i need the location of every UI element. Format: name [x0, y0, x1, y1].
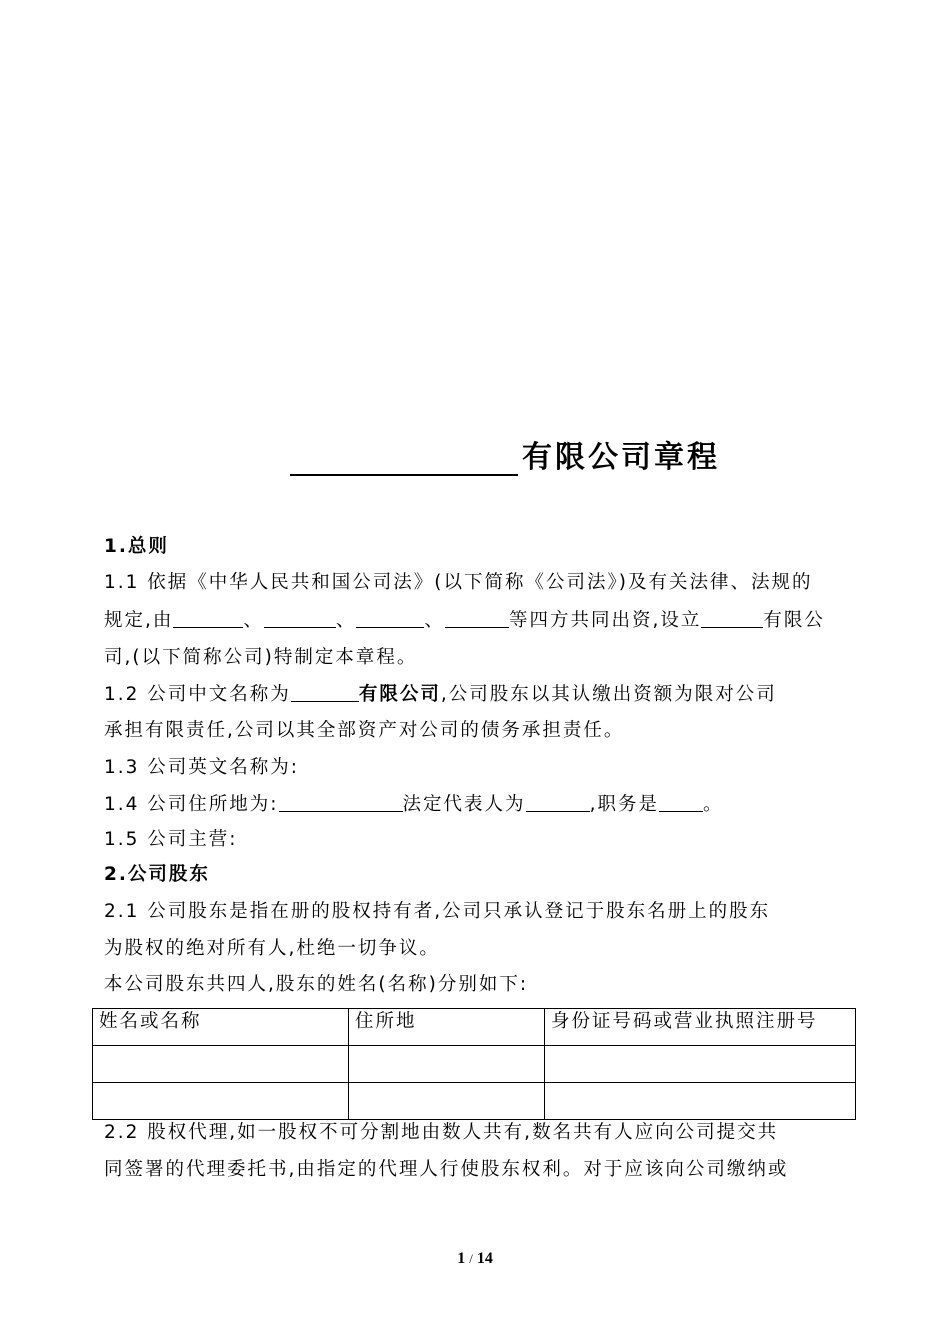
paragraph-1-1-line-2 — [104, 607, 864, 634]
page-current: 1 — [457, 1250, 466, 1267]
text-segment: ,职务是 — [589, 794, 659, 815]
paragraph-1-5: 1.5 公司主营: — [104, 829, 238, 850]
text-segment: ,公司股东以其认缴出资额为限对公司 — [440, 684, 777, 705]
section-heading-general: 1.总则 — [104, 536, 169, 557]
table-header-cell: 住所地 — [349, 1009, 545, 1046]
text-segment: 、 — [243, 610, 264, 631]
page-separator: / — [469, 1251, 473, 1266]
paragraph-1-1-line-3: 司,(以下简称公司)特制定本章程。 — [104, 647, 418, 668]
text-segment: 等四方共同出资,设立 — [508, 610, 702, 631]
paragraph-1-1-line-1: 1.1 依据《中华人民共和国公司法》(以下简称《公司法》)及有关法律、法规的 — [104, 572, 813, 593]
paragraph-2-2-line-1: 2.2 股权代理,如一股权不可分割地由数人共有,数名共有人应向公司提交共 — [104, 1122, 779, 1143]
paragraph-1-2-line-1 — [104, 681, 864, 708]
paragraph-1-4 — [104, 791, 864, 818]
text-segment: 法定代表人为 — [402, 794, 526, 815]
table-cell — [93, 1046, 349, 1083]
table-cell — [545, 1083, 856, 1120]
paragraph-2-1-line-2: 为股权的绝对所有人,杜绝一切争议。 — [104, 938, 440, 959]
text-segment: 有限公 — [763, 610, 825, 631]
blank-field — [264, 607, 336, 628]
blank-field — [526, 791, 590, 812]
shareholders-table — [92, 1008, 856, 1120]
table-cell — [93, 1083, 349, 1120]
blank-field — [659, 791, 703, 812]
table-header-cell: 姓名或名称 — [93, 1009, 349, 1046]
text-segment: 规定,由 — [104, 610, 174, 631]
table-header-cell: 身份证号码或营业执照注册号 — [545, 1009, 856, 1046]
table-row — [93, 1083, 856, 1120]
table-cell — [349, 1083, 545, 1120]
table-cell — [349, 1046, 545, 1083]
company-name-blank — [290, 440, 518, 476]
document-title — [290, 436, 720, 476]
text-segment: 1.4 公司住所地为: — [104, 794, 279, 815]
blank-field — [356, 607, 424, 628]
table-row — [93, 1046, 856, 1083]
paragraph-2-2-line-2: 同签署的代理委托书,由指定的代理人行使股东权利。对于应该向公司缴纳或 — [104, 1159, 789, 1180]
paragraph-1-3: 1.3 公司英文名称为: — [104, 757, 300, 778]
paragraph-1-2-line-2: 承担有限责任,公司以其全部资产对公司的债务承担责任。 — [104, 720, 625, 741]
title-text: 有限公司章程 — [522, 440, 720, 475]
blank-field — [701, 607, 763, 628]
blank-field — [291, 681, 359, 702]
section-heading-shareholders: 2.公司股东 — [104, 864, 210, 885]
text-segment: 。 — [702, 794, 724, 815]
table-header-row — [93, 1009, 856, 1046]
paragraph-2-1-line-3: 本公司股东共四人,股东的姓名(名称)分别如下: — [104, 974, 529, 995]
blank-field — [173, 607, 243, 628]
page-total: 14 — [476, 1250, 493, 1267]
page-number — [0, 1250, 950, 1268]
table-cell — [545, 1046, 856, 1083]
text-segment-bold: 有限公司 — [358, 684, 441, 705]
blank-field — [445, 607, 509, 628]
text-segment: 1.2 公司中文名称为 — [104, 684, 291, 705]
text-segment: 、 — [335, 610, 357, 631]
blank-field — [279, 791, 403, 812]
paragraph-2-1-line-1: 2.1 公司股东是指在册的股权持有者,公司只承认登记于股东名册上的股东 — [104, 901, 771, 922]
text-segment: 、 — [424, 610, 445, 631]
